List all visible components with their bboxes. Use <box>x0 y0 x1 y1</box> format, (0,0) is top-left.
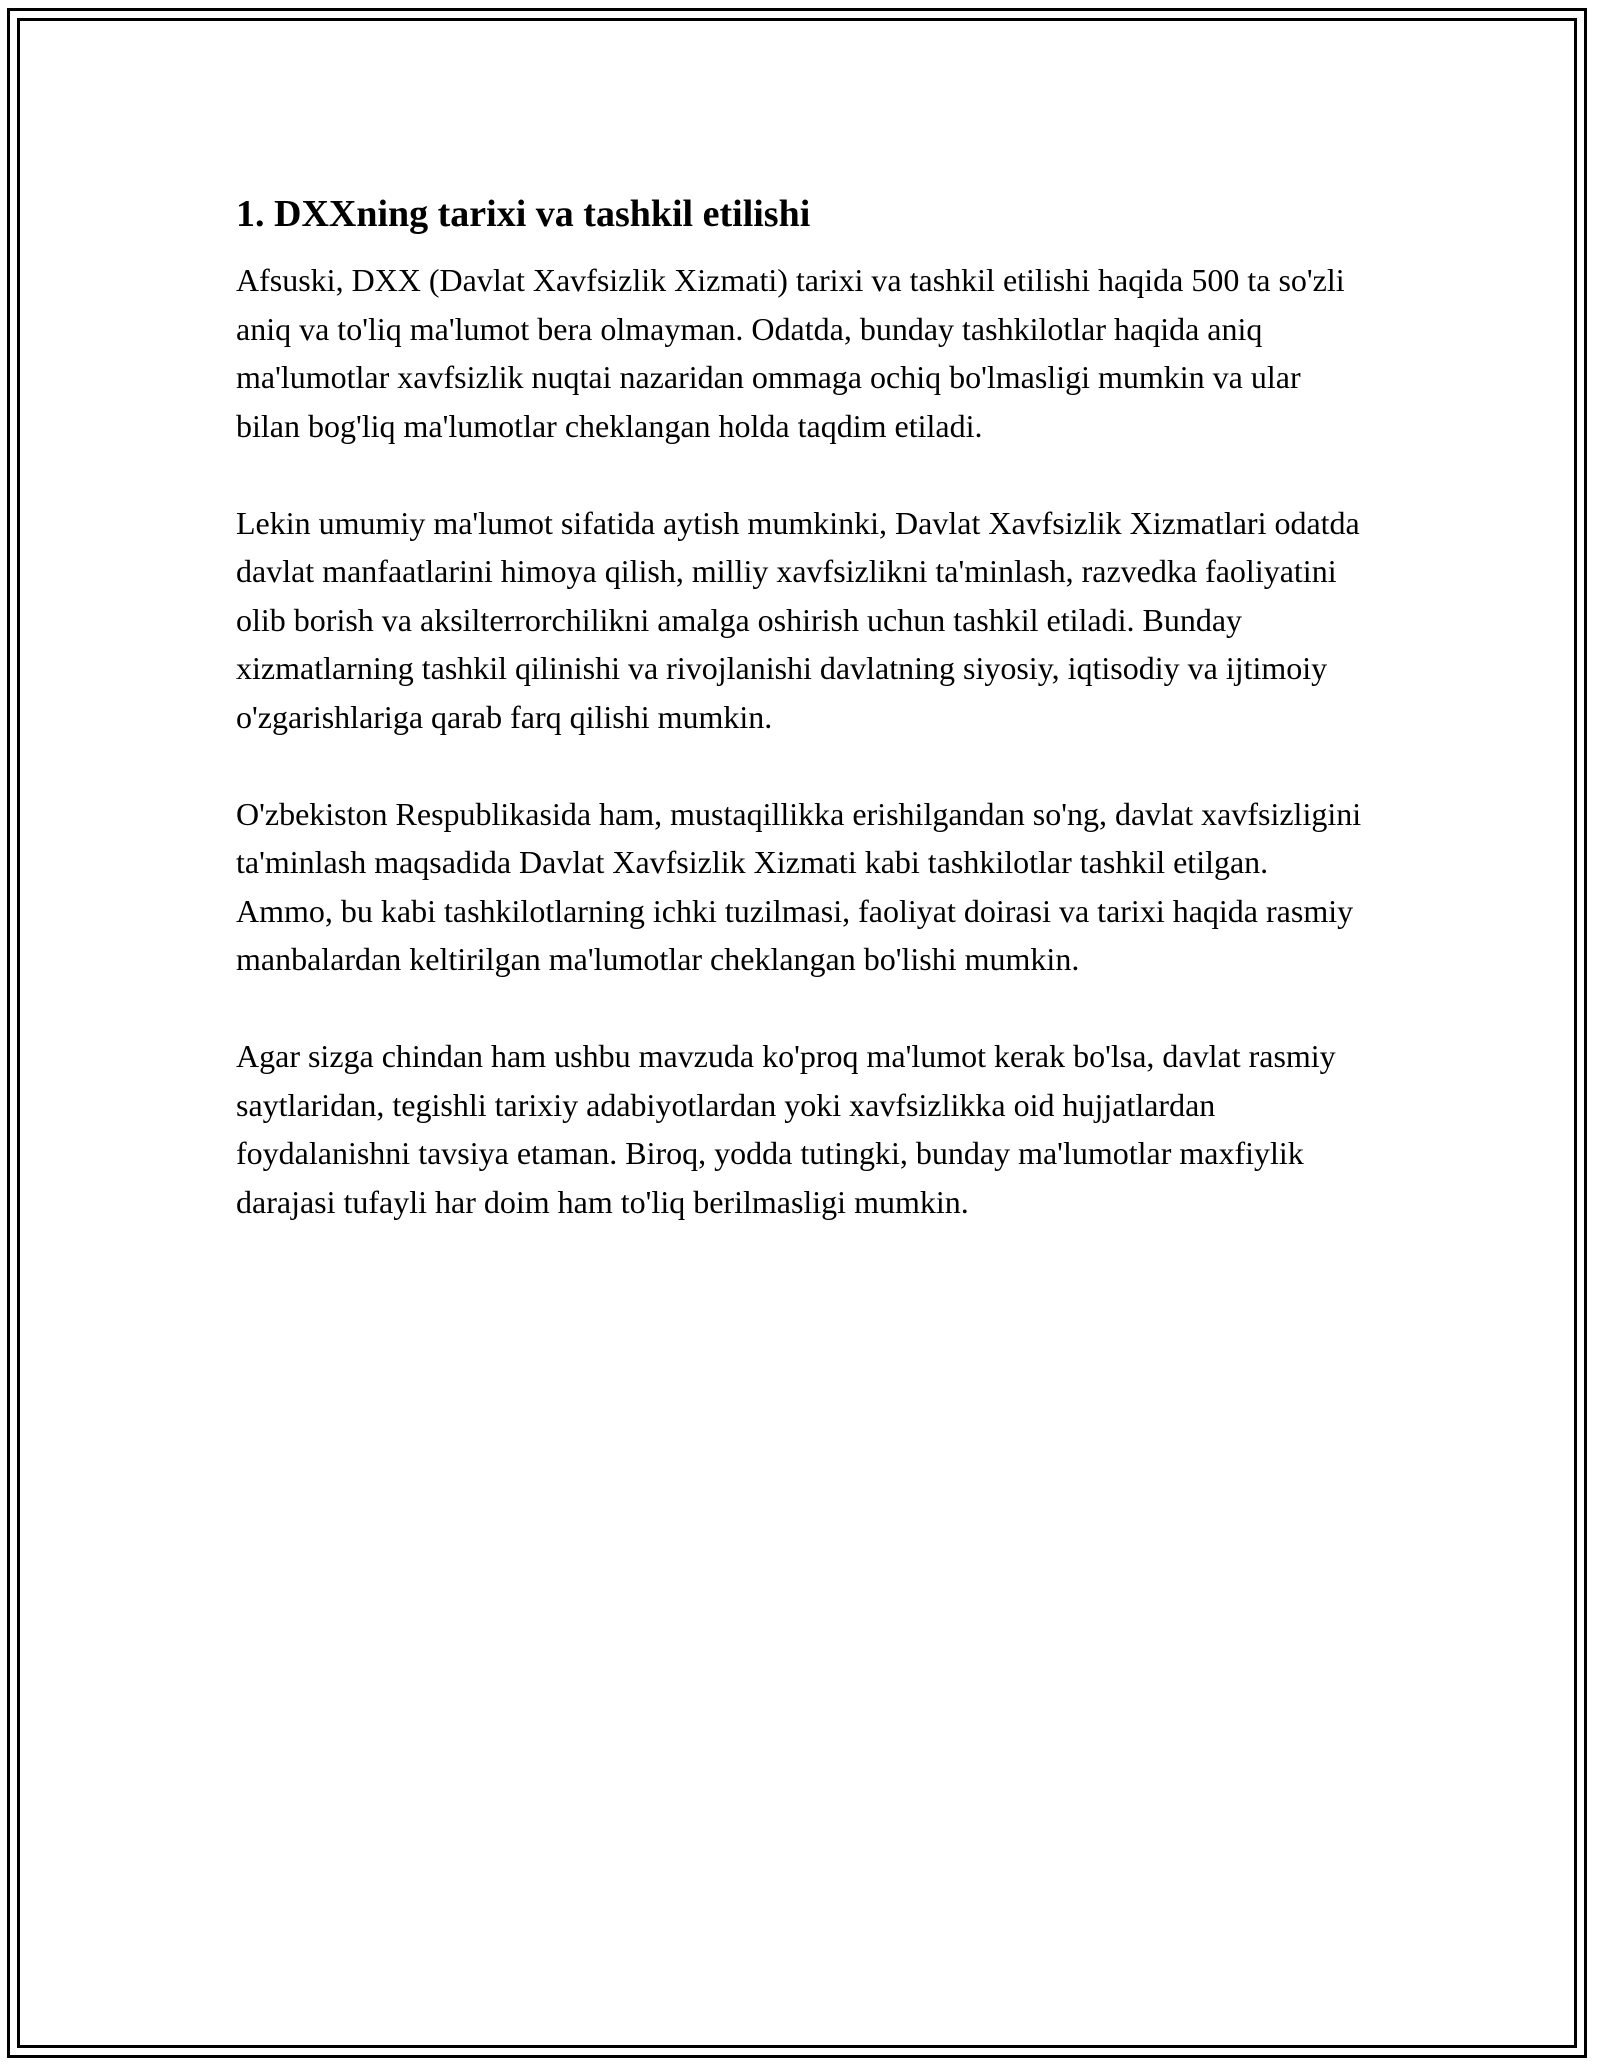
paragraph-3: O'zbekiston Respublikasida ham, mustaqillikka erishilgandan so'ng, davlat xavfsizligini ta'minlash maqsadida Davlat Xavfsizlik Xizmati kabi tashkilotlar tashkil etilgan. Ammo, bu kabi tashkilotlarning ichki tuzilmasi, faoliyat doirasi va tarixi haqida rasmiy manbalardan keltirilgan ma'lumotlar cheklangan bo'lishi mumkin. <box>236 795 1362 977</box>
paragraph-1: Afsuski, DXX (Davlat Xavfsizlik Xizmati) tarixi va tashkil etilishi haqida 500 ta so'zli aniq va to'liq ma'lumot bera olmayman. Odatda, bunday tashkilotlar haqida aniq ma'lumotlar xavfsizlik nuqtai nazaridan ommaga ochiq bo'lmasligi mumkin va ular bilan bog'liq ma'lumotlar cheklangan holda taqdim etiladi. <box>236 262 1345 444</box>
section-heading: 1. DXXning tarixi va tashkil etilishi <box>236 193 811 235</box>
paragraph-4: Agar sizga chindan ham ushbu mavzuda ko'proq ma'lumot kerak bo'lsa, davlat rasmiy saytlaridan, tegishli tarixiy adabiyotlardan yoki xavfsizlikka oid hujjatlardan foydalanishni tavsiya etaman. Biroq, yodda tutingki, bunday ma'lumotlar maxfiylik darajasi tufayli har doim ham to'liq berilmasligi mumkin. <box>236 1038 1336 1220</box>
document-body <box>236 188 1371 1275</box>
paragraph-2: Lekin umumiy ma'lumot sifatida aytish mumkinki, Davlat Xavfsizlik Xizmatlari odatda davlat manfaatlarini himoya qilish, milliy xavfsizlikni ta'minlash, razvedka faoliyatini olib borish va aksilterrorchilikni amalga oshirish uchun tashkil etiladi. Bunday xizmatlarning tashkil qilinishi va rivojlanishi davlatning siyosiy, iqtisodiy va ijtimoiy o'zgarishlariga qarab farq qilishi mumkin. <box>236 504 1360 735</box>
